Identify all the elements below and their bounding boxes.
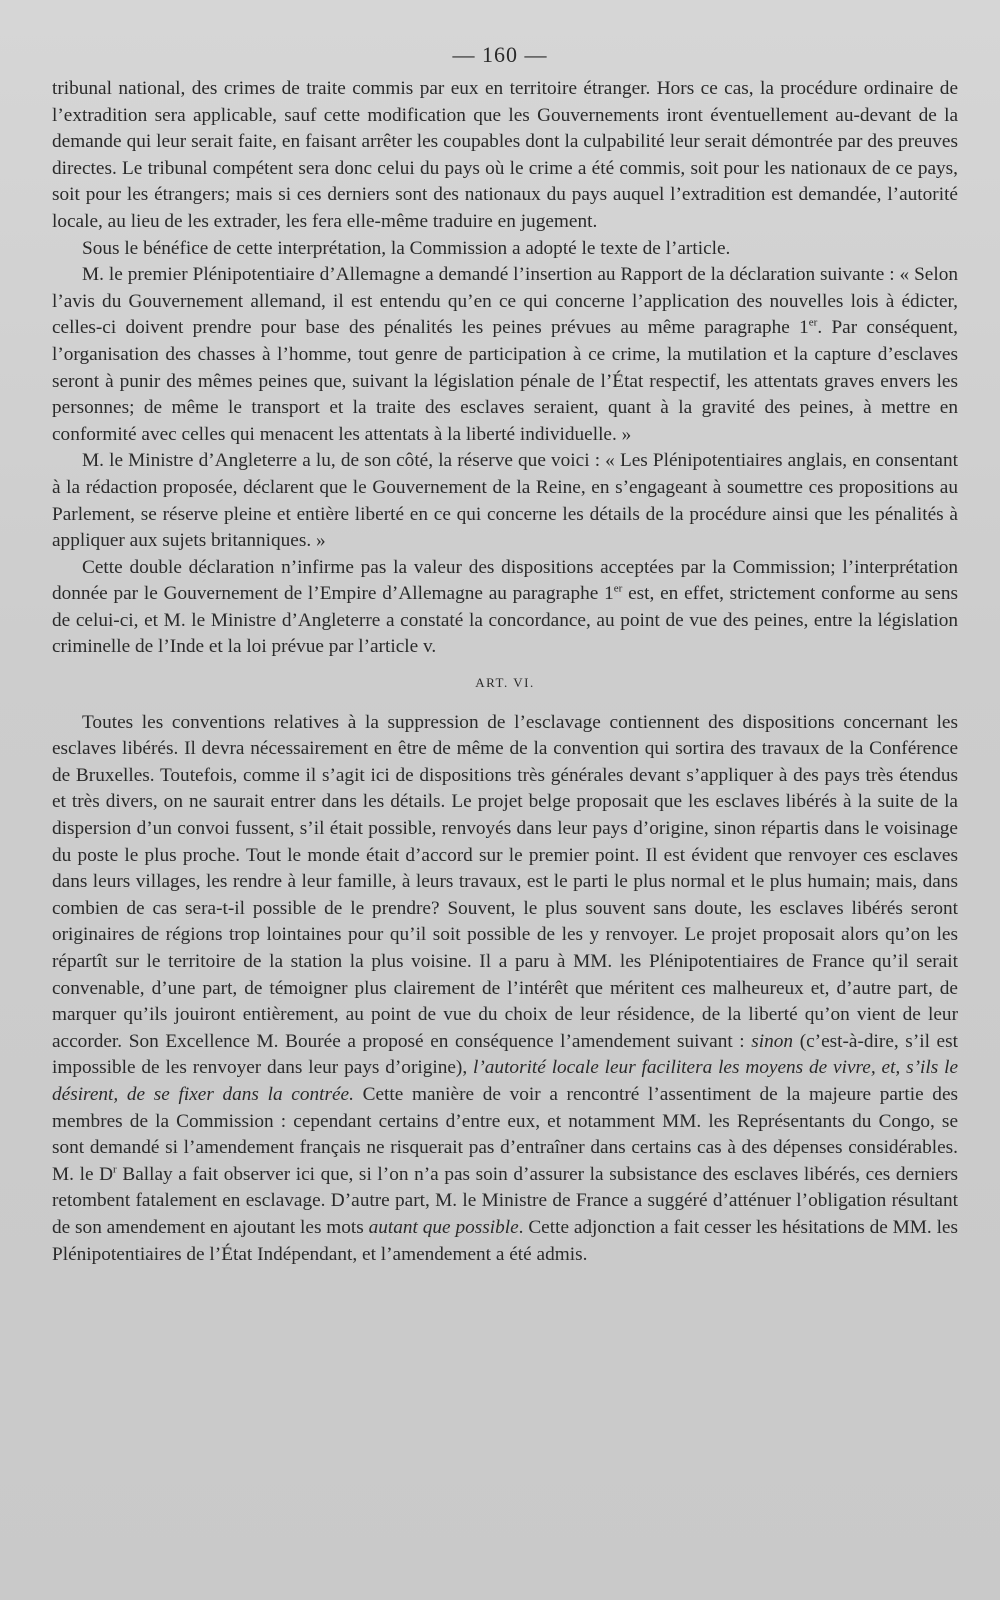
text-run: Cette manière de voir a rencontré l’assentiment de la majeure partie des membres de la Commission : cependant certains d’entre eux, et notamment MM. les Représentants du Congo, se sont demandé si l’amendement français ne risquerait pas d’entraîner dans certains cas à des dépenses considérables. M. le D xyxy=(52,1083,958,1185)
text-run: Toutes les conventions relatives à la suppression de l’esclavage contiennent des dispositions concernant les esclaves libérés. Il devra nécessairement en être de même de la convention qui sortira des travaux de la Conférence de Bruxelles. Toutefois, comme il s’agit ici de dispositions très générales devant s’appliquer à des pays très étendus et très divers, on ne saurait entrer dans les détails. Le projet belge proposait que les esclaves libérés à la suite de la dispersion d’un convoi fussent, s’il était possible, renvoyés dans leur pays d’origine, sinon répartis dans le voisinage du poste le plus proche. Tout le monde était d’accord sur le premier point. Il est évident que renvoyer ces esclaves dans leurs villages, les rendre à leur famille, à leurs travaux, est le parti le plus normal et le plus humain; mais, dans combien de cas sera-t-il possible de le prendre? Souvent, le plus souvent sans doute, les esclaves libérés seront originaires de régions trop lointaines pour qu’il soit possible de les y renvoyer. Le projet proposait alors qu’on les répartît sur le territoire de la station la plus voisine. Il a paru à MM. les Plénipotentiaires de France qu’il serait convenable, d’une part, de témoigner plus clairement de l’intérêt que méritent ces malheureux et, d’autre part, de marquer qu’ils jouiront entièrement, au point de vue du choix de leur résidence, de la liberté qu’on vient de leur accorder. Son Excellence M. Bourée a proposé en conséquence l’amendement suivant : xyxy=(52,711,958,1052)
text-run: M. le Ministre d’Angleterre a lu, de son côté, la réserve que voici : « Les Plénipotentiaires anglais, en consentant à la rédaction proposée, déclarent que le Gouvernement de la Reine, en s’engageant à soumettre ces propositions au Parlement, se réserve pleine et entière liberté en ce qui concerne les détails de la procédure ainsi que les pénalités à appliquer aux sujets britanniques. » xyxy=(52,450,958,552)
italic-text: l’autorité locale leur facilitera les moyens de vivre, et, s’ils le désirent, de se fixer dans la contrée. xyxy=(52,1057,958,1105)
paragraph xyxy=(52,448,958,554)
article-heading: ART. VI. xyxy=(475,675,535,691)
superscript: r xyxy=(113,1163,117,1176)
italic-text: sinon xyxy=(751,1030,794,1052)
paragraph xyxy=(52,262,958,448)
text-run: tribunal national, des crimes de traite commis par eux en territoire étranger. Hors ce cas, la procédure ordinaire de l’extradition sera applicable, sauf cette modification que les Gouvernements iront éventuellement au-devant de la demande qui leur serait faite, en faisant arrêter les coupables dont la culpabilité leur serait démontrée par des preuves directes. Le tribunal compétent sera donc celui du pays où le crime a été commis, soit pour les nationaux de ce pays, soit pour les étrangers; mais si ces derniers sont des nationaux du pays auquel l’extradition est demandée, l’autorité locale, au lieu de les extrader, les fera elle-même traduire en jugement. xyxy=(52,78,958,232)
body-text xyxy=(52,76,958,1268)
page-number: — 160 — xyxy=(452,42,548,67)
text-run: Cette double déclaration n’infirme pas la valeur des dispositions acceptées par la Commission; l’interprétation donnée par le Gouvernement de l’Empire d’Allemagne au paragraphe 1 xyxy=(52,556,958,605)
italic-text: autant que possible xyxy=(368,1216,519,1238)
paragraph xyxy=(52,710,958,1268)
text-run: est, en effet, strictement conforme au sens de celui-ci, et M. le Ministre d’Angleterre a constaté la concordance, au point de vue des peines, entre la législation criminelle de l’Inde et la loi prévue par l’article v. xyxy=(52,583,958,658)
superscript: er xyxy=(613,582,623,595)
text-run: M. le premier Plénipotentiaire d’Allemagne a demandé l’insertion au Rapport de la déclaration suivante : « Selon l’avis du Gouvernement allemand, il est entendu qu’en ce qui concerne l’application des nouvelles lois à édicter, celles-ci doivent prendre pour base des pénalités les peines prévues au même paragraphe 1 xyxy=(52,264,958,339)
text-run: . Par conséquent, l’organisation des chasses à l’homme, tout genre de participation à ce crime, la mutilation et la capture d’esclaves seront à punir des mêmes peines que, suivant la législation pénale de l’État respectif, les attentats graves envers les personnes; de même le transport et la traite des esclaves seraient, quant à la gravité des peines, à mettre en conformité avec celles qui menacent les attentats à la liberté individuelle. » xyxy=(52,317,958,445)
superscript: er xyxy=(808,316,818,329)
text-run: Ballay a fait observer ici que, si l’on n’a pas soin d’assurer la subsistance des esclaves libérés, ces derniers retombent fatalement en esclavage. D’autre part, M. le Ministre de France a suggéré d’atténuer l’obligation résultant de son amendement en ajoutant les mots xyxy=(52,1163,958,1238)
paragraph xyxy=(52,236,958,263)
text-run: . Cette adjonction a fait cesser les hésitations de MM. les Plénipotentiaires de l’État Indépendant, et l’amendement a été admis. xyxy=(52,1216,958,1265)
paragraph xyxy=(52,76,958,236)
text-run: (c’est-à-dire, s’il est impossible de les renvoyer dans leur pays d’origine), xyxy=(52,1030,958,1079)
paragraph xyxy=(52,555,958,661)
text-run: Sous le bénéfice de cette interprétation, la Commission a adopté le texte de l’article. xyxy=(82,237,731,259)
